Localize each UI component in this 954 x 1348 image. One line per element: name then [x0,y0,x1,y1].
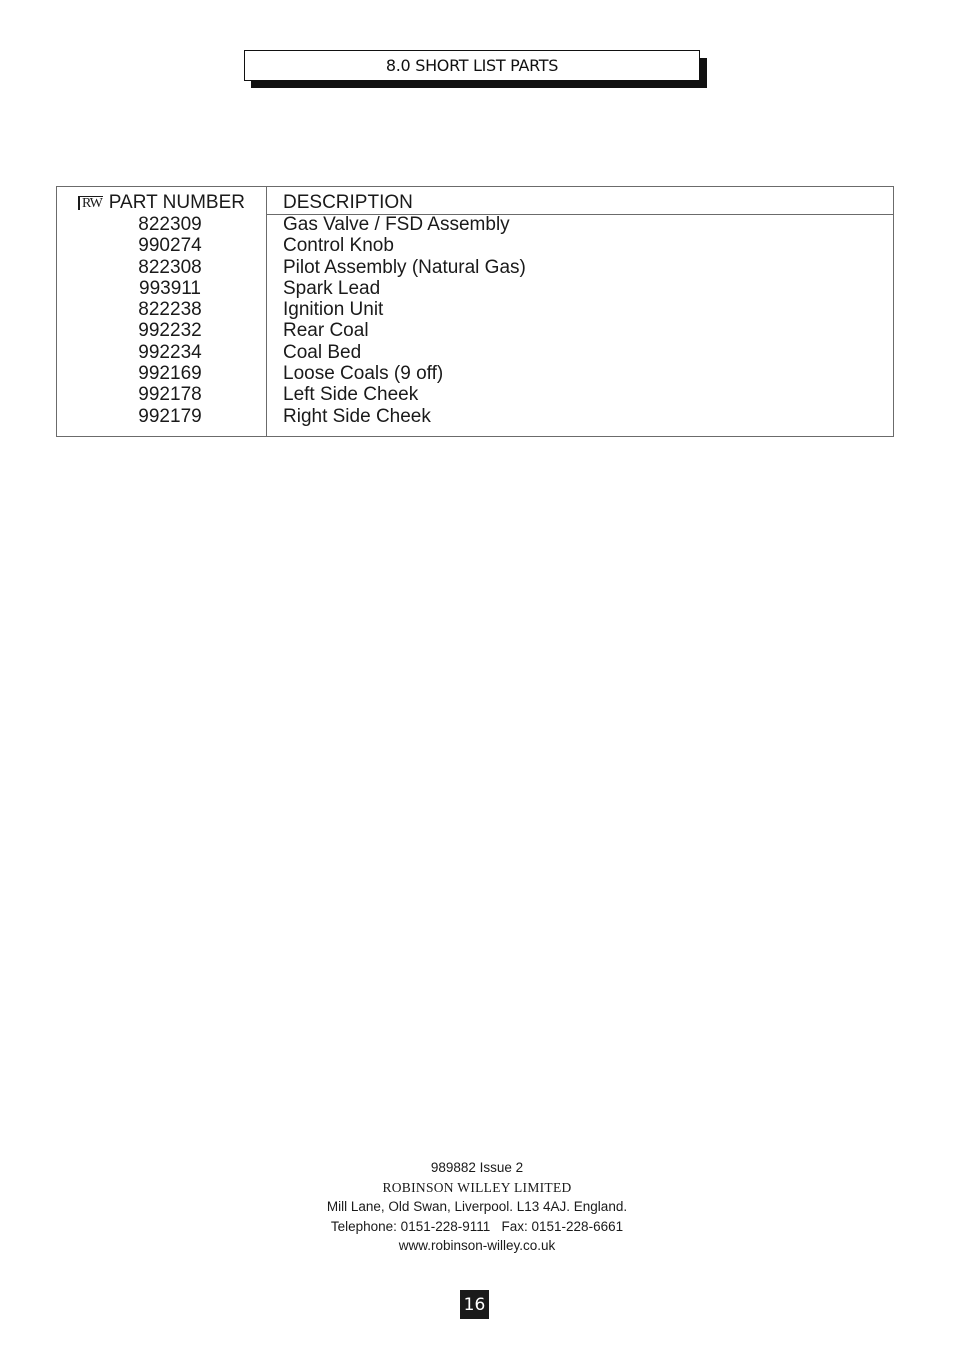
description-cell: Right Side Cheek [283,405,431,427]
table-row [57,406,893,427]
description-cell: Loose Coals (9 off) [283,363,444,385]
part-number-cell: 992178 [138,384,202,406]
table-row [57,278,893,299]
section-title: 8.0 SHORT LIST PARTS [244,50,700,81]
part-number-cell: 822309 [138,214,202,235]
table-rows [57,214,893,427]
table-row [57,342,893,363]
parts-table [56,186,894,437]
rw-logo-icon: RW [78,196,103,210]
table-row [57,320,893,341]
description-cell: Gas Valve / FSD Assembly [283,214,510,235]
description-cell: Ignition Unit [283,299,384,321]
part-number-cell: 992232 [138,320,202,342]
header-part-number-label: PART NUMBER [108,192,245,213]
description-cell: Rear Coal [283,320,369,342]
company-address: Mill Lane, Old Swan, Liverpool. L13 4AJ. England. [326,1199,628,1214]
part-number-cell: 990274 [138,235,202,257]
description-cell: Left Side Cheek [283,384,419,406]
company-website: www.robinson-willey.co.uk [398,1238,556,1253]
table-row [57,214,893,235]
company-name: ROBINSON WILLEY LIMITED [382,1179,572,1195]
part-number-cell: 992169 [138,363,202,385]
description-cell: Control Knob [283,235,394,257]
part-number-cell: 822308 [138,256,202,278]
part-number-cell: 992234 [138,341,202,363]
part-number-cell: 993911 [139,277,201,299]
description-cell: Pilot Assembly (Natural Gas) [283,256,526,278]
header-part-number [57,192,266,214]
description-cell: Spark Lead [283,277,381,299]
doc-issue: 989882 Issue 2 [430,1160,524,1175]
table-row [57,363,893,384]
part-number-cell: 822238 [138,299,202,321]
table-row [57,384,893,405]
table-row [57,235,893,256]
table-row [57,299,893,320]
company-contact: Telephone: 0151-228-9111 Fax: 0151-228-6661 [330,1218,624,1234]
table-row [57,257,893,278]
part-number-cell: 992179 [138,405,202,427]
header-description: DESCRIPTION [283,192,413,213]
description-cell: Coal Bed [283,341,362,363]
footer [0,1158,954,1256]
page-number: 16 [460,1290,489,1319]
